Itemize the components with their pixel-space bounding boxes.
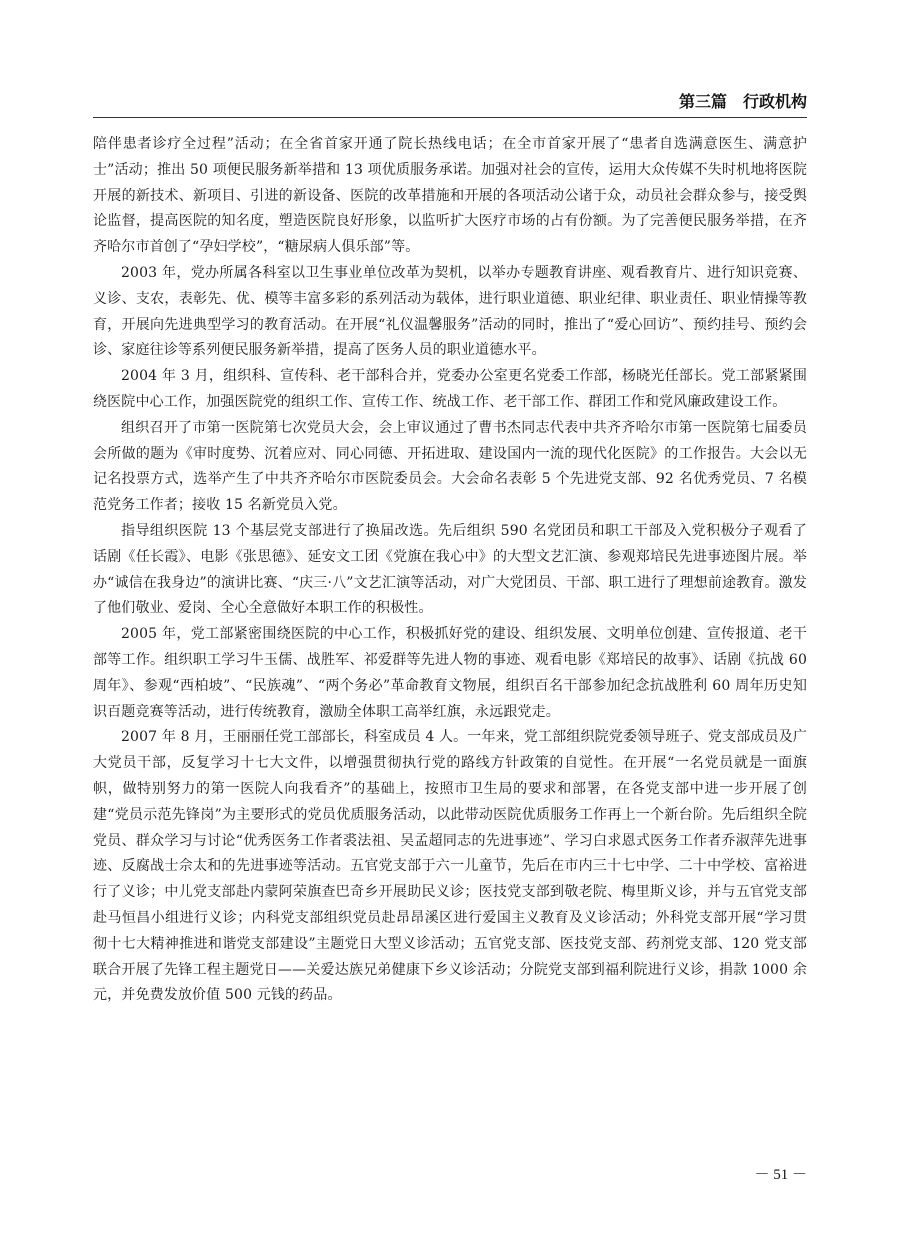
paragraph-2007: 2007 年 8 月，王丽丽任党工部部长，科室成员 4 人。一年来，党工部组织院党委领导班子、党支部成员及广大党员干部，反复学习十七大文件，以增强贯彻执行党的路线方针政策的自觉性。在开展“一名党员就是一面旗帜，做特别努力的第一医院人向我看齐”的基础上，按照市卫生局的要求和部署，在各党支部中进一步开展了创建“党员示范先锋岗”为主要形式的党员优质服务活动，以此带动医院优质服务工作再上一个新台阶。先后组织全院党员、群众学习与讨论“优秀医务工作者裘法祖、吴孟超同志的先进事迹”、学习白求恩式医务工作者乔淑萍先进事迹、反腐战士佘太和的先进事迹等活动。五官党支部于六一儿童节，先后在市内三十七中学、二十中学校、富裕进行了义诊；中儿党支部赴内蒙阿荣旗查巴奇乡开展助民义诊；医技党支部到敬老院、梅里斯义诊，并与五官党支部赴马恒昌小组进行义诊；内科党支部组织党员赴昂昂溪区进行爱国主义教育及义诊活动；外科党支部开展“学习贯彻十七大精神推进和谐党支部建设”主题党日大型义诊活动；五官党支部、医技党支部、药剂党支部、120 党支部联合开展了先锋工程主题党日——关爱达族兄弟健康下乡义诊活动；分院党支部到福利院进行义诊，捐款 1000 余元，并免费发放价值 500 元钱的药品。 bbox=[93, 729, 807, 1004]
paragraph-2003: 2003 年，党办所属各科室以卫生事业单位改革为契机，以举办专题教育讲座、观看教育片、进行知识竞赛、义诊、支农，表彰先、优、模等丰富多彩的系列活动为载体，进行职业道德、职业纪律、职业责任、职业情操等教育，开展向先进典型学习的教育活动。在开展“礼仪温馨服务”活动的同时，推出了“爱心回访”、预约挂号、预约会诊、家庭往诊等系列便民服务新举措，提高了医务人员的职业道德水平。 bbox=[93, 264, 807, 359]
paragraph-party-congress: 组织召开了市第一医院第七次党员大会，会上审议通过了曹书杰同志代表中共齐齐哈尔市第一医院第七届委员会所做的题为《审时度势、沉着应对、同心同德、开拓进取、建设国内一流的现代化医院》的工作报告。大会以无记名投票方式，选举产生了中共齐齐哈尔市医院委员会。大会命名表彰 5 个先进党支部、92 名优秀党员、7 名模范党务工作者；接收 15 名新党员入党。 bbox=[93, 419, 807, 514]
paragraph-2005: 2005 年，党工部紧密围绕医院的中心工作，积极抓好党的建设、组织发展、文明单位创建、宣传报道、老干部等工作。组织职工学习牛玉儒、战胜军、祁爱群等先进人物的事迹、观看电影《郑培民的故事》、话剧《抗战 60 周年》、参观“西柏坡”、“民族魂”、“两个务必”革命教育文物展，组织百名干部参加纪念抗战胜利 60 周年历史知识百题竞赛等活动，进行传统教育，激励全体职工高举红旗，永远跟党走。 bbox=[93, 626, 807, 720]
paragraph-branch-reelection: 指导组织医院 13 个基层党支部进行了换届改选。先后组织 590 名党团员和职工干部及入党积极分子观看了话剧《任长霞》、电影《张思德》、延安文工团《党旗在我心中》的大型文艺汇演、参观郑培民先进事迹图片展。举办“诚信在我身边”的演讲比赛、“庆三·八”文艺汇演等活动，对广大党团员、干部、职工进行了理想前途教育。激发了他们敬业、爱岗、全心全意做好本职工作的积极性。 bbox=[93, 522, 807, 617]
paragraph-continued: 陪伴患者诊疗全过程”活动；在全省首家开通了院长热线电话；在全市首家开展了“患者自选满意医生、满意护士”活动；推出 50 项便民服务新举措和 13 项优质服务承诺。加强对社会的宣传，运用大众传媒不失时机地将医院开展的新技术、新项目、引进的新设备、医院的改革措施和开展的各项活动公诸于众，动员社会群众参与，接受舆论监督，提高医院的知名度，塑造医院良好形象，以监听扩大医疗市场的占有份额。为了完善便民服务举措，在齐齐哈尔市首创了“孕妇学校”，“糖尿病人俱乐部”等。 bbox=[93, 136, 807, 256]
body-text bbox=[93, 132, 807, 1009]
paragraph-2004: 2004 年 3 月，组织科、宣传科、老干部科合并，党委办公室更名党委工作部，杨晓光任部长。党工部紧紧围绕医院中心工作，加强医院党的组织工作、宣传工作、统战工作、老干部工作、群团工作和党风廉政建设工作。 bbox=[93, 368, 807, 410]
header-rule bbox=[93, 117, 807, 118]
running-header: 第三篇 行政机构 bbox=[678, 92, 807, 111]
page-number: － 51 － bbox=[754, 1167, 807, 1183]
